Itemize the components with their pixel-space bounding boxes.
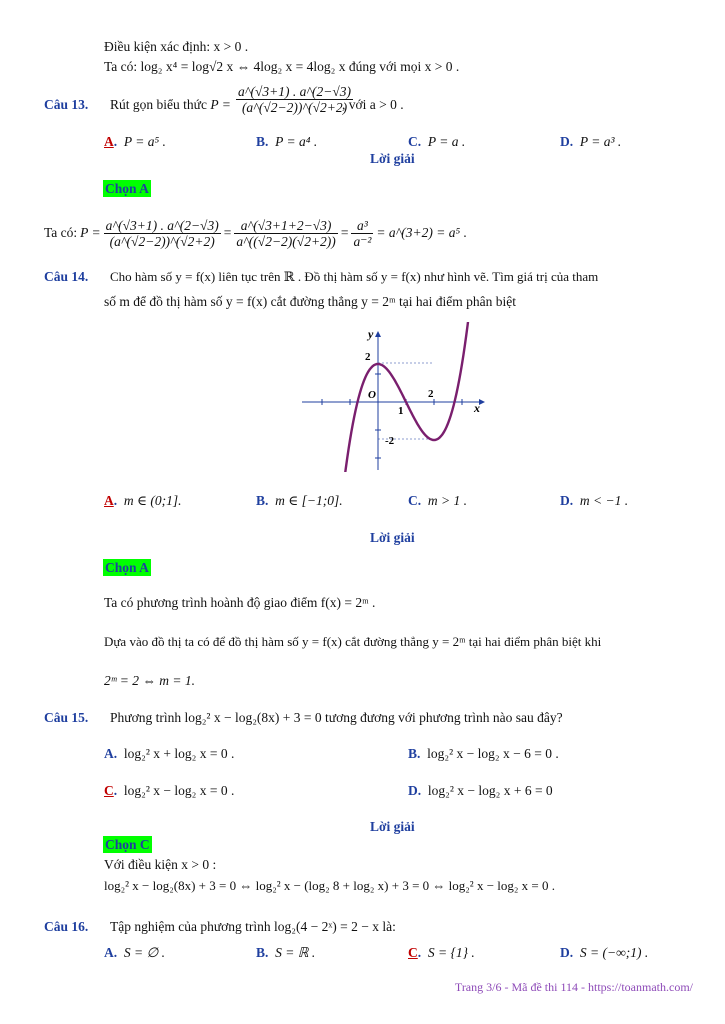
q13-solution-heading: Lời giải xyxy=(370,151,415,166)
y-tick-2: 2 xyxy=(365,351,371,363)
q14-option-a-letter: A xyxy=(104,493,114,508)
q16-text: Tập nghiệm của phương trình log₂(4 − 2ˣ) = 2 − x là: xyxy=(110,919,396,934)
x-tick-1: 1 xyxy=(398,405,404,417)
q15-option-d-letter: D xyxy=(408,783,418,798)
q15-option-c-letter: C xyxy=(104,783,114,798)
page-footer: Trang 3/6 - Mã đề thi 114 - https://toanmath.com/ xyxy=(454,980,693,994)
q14-option-c-letter: C xyxy=(408,493,418,508)
q14-option-b-text: m ∈ [−1;0]. xyxy=(275,493,343,508)
q13-option-d-text: P = a³ . xyxy=(579,134,622,149)
x-axis-label: x xyxy=(474,401,480,415)
q14-solution-heading: Lời giải xyxy=(370,530,415,545)
q14-option-a-text: m ∈ (0;1]. xyxy=(123,493,182,508)
q14-option-c-text: m > 1 . xyxy=(427,493,467,508)
q13-option-a-text: P = a⁵ . xyxy=(123,134,166,149)
q15-solution-heading: Lời giải xyxy=(370,819,415,834)
q16-label: Câu 16. xyxy=(44,919,89,934)
q13-option-b-text: P = a⁴ . xyxy=(275,134,318,149)
q13-work-frac-1 xyxy=(104,218,221,249)
q13-work-frac-2 xyxy=(234,218,337,249)
q13-work-frac-3 xyxy=(351,218,373,249)
q15-text: Phương trình log₂² x − log₂(8x) + 3 = 0 tương đương với phương trình nào sau đây? xyxy=(110,710,563,725)
q13-work-tail: = a^(3+2) = a⁵ . xyxy=(376,225,467,240)
q15-option-c[interactable]: C. log₂² x − log₂ x = 0 . xyxy=(104,783,235,798)
q14-label: Câu 14. xyxy=(44,269,89,284)
q13-option-d[interactable]: D. P = a³ . xyxy=(560,134,622,149)
q15-solution-1: Với điều kiện x > 0 : xyxy=(104,857,217,872)
q13-text xyxy=(110,96,231,114)
q16-option-d[interactable]: D. S = (−∞;1) . xyxy=(560,945,649,960)
q13-fraction xyxy=(236,84,353,115)
q15-option-d-text: log₂² x − log₂ x + 6 = 0 xyxy=(427,783,553,798)
q14-solution-2: Dựa vào đồ thị ta có để đồ thị hàm số y = f(x) cắt đường thẳng y = 2ᵐ tại hai điểm phân biệt khi xyxy=(104,634,602,649)
q16-option-c-letter: C xyxy=(408,945,418,960)
q14-function-graph xyxy=(298,322,493,472)
q16-option-c[interactable]: C. S = {1} . xyxy=(408,945,475,960)
q13-expr-prefix: P = xyxy=(210,97,231,112)
q16-option-b-text: S = ℝ . xyxy=(275,945,316,960)
q16-option-a-text: S = ∅ . xyxy=(123,945,165,960)
q13-work-frac-1-num: a^(√3+1) . a^(2−√3) xyxy=(105,217,219,233)
q16-option-b[interactable]: B. S = ℝ . xyxy=(256,945,316,960)
q13-work-prefix: Ta có: xyxy=(44,225,78,240)
q15-label: Câu 15. xyxy=(44,710,89,725)
q13-option-d-letter: D xyxy=(560,134,570,149)
q13-suffix: , với a > 0 . xyxy=(342,97,404,112)
intro-line-2: Ta có: log₂ x⁴ = log√2 x ⇔ 4log₂ x = 4log₂ x đúng với mọi x > 0 . xyxy=(104,59,460,74)
q13-option-b[interactable]: B. P = a⁴ . xyxy=(256,134,318,149)
q13-frac xyxy=(236,84,353,115)
q14-line-2: số m để đồ thị hàm số y = f(x) cắt đường thẳng y = 2ᵐ tại hai điểm phân biệt xyxy=(104,294,516,309)
q15-chosen-badge: Chọn C xyxy=(105,837,150,852)
q13-option-a-letter: A xyxy=(104,134,114,149)
q16-option-d-letter: D xyxy=(560,945,570,960)
q13-work-frac-2-num: a^(√3+1+2−√3) xyxy=(234,218,337,234)
q13-option-c[interactable]: C. P = a . xyxy=(408,134,466,149)
q16-option-b-letter: B xyxy=(256,945,266,960)
q14-option-d-letter: D xyxy=(560,493,570,508)
q13-frac-num: a^(√3+1) . a^(2−√3) xyxy=(238,84,352,99)
q14-option-b-letter: B xyxy=(256,493,266,508)
q16-option-a-letter: A xyxy=(104,945,114,960)
q13-frac-den: (a^(√2−2))^(√2+2) xyxy=(241,100,348,115)
q13-option-c-text: P = a . xyxy=(427,134,466,149)
q15-option-c-text: log₂² x − log₂ x = 0 . xyxy=(123,783,235,798)
y-tick-neg-2: -2 xyxy=(385,435,395,447)
origin-label: O xyxy=(368,389,376,401)
q13-work-p: P = xyxy=(80,225,101,240)
q15-option-a[interactable]: A. log₂² x + log₂ x = 0 . xyxy=(104,746,235,761)
q15-option-b-letter: B xyxy=(408,746,418,761)
q15-solution-2: log₂² x − log₂(8x) + 3 = 0 ⇔ log₂² x − (log₂ 8 + log₂ x) + 3 = 0 ⇔ log₂² x − log₂ x = 0 . xyxy=(104,878,556,893)
q14-option-c[interactable]: C. m > 1 . xyxy=(408,493,467,508)
q13-work-frac-3-num: a³ xyxy=(351,218,373,234)
q14-solution-1: Ta có phương trình hoành độ giao điểm f(x) = 2ᵐ . xyxy=(104,595,376,610)
q14-option-d-text: m < −1 . xyxy=(579,493,629,508)
q13-work-frac-1-den: (a^(√2−2))^(√2+2) xyxy=(109,233,215,249)
q15-option-b-text: log₂² x − log₂ x − 6 = 0 . xyxy=(427,746,559,761)
q13-option-c-letter: C xyxy=(408,134,418,149)
q13-work-frac-2-den: a^((√2−2)(√2+2)) xyxy=(236,233,336,249)
x-tick-2: 2 xyxy=(428,388,434,400)
q14-option-a[interactable]: A. m ∈ (0;1]. xyxy=(104,493,182,508)
q13-option-a[interactable]: A. P = a⁵ . xyxy=(104,134,166,149)
q13-question: Rút gọn biểu thức xyxy=(110,97,207,112)
q13-work: Ta có: P = $\frac{a\^{}(√3+1) . a\^{}(2-√3)}{(a\^{}(√2-2))\^{}(√2+2)}$ = $\frac{a\^{}(√3+1+2-√3)}{a\^{}((√2-2)(√2+2))}$ = $\frac{\text{a³}}{\text{a⁻²}}$ = a^(3+2) = a⁵ . xyxy=(44,217,467,249)
intro-line-1: Điều kiện xác định: x > 0 . xyxy=(104,39,249,54)
q15-option-a-text: log₂² x + log₂ x = 0 . xyxy=(123,746,235,761)
q15-option-a-letter: A xyxy=(104,746,114,761)
q13-option-b-letter: B xyxy=(256,134,266,149)
q14-option-b[interactable]: B. m ∈ [−1;0]. xyxy=(256,493,343,508)
q16-option-d-text: S = (−∞;1) . xyxy=(579,945,649,960)
q14-chosen-badge: Chọn A xyxy=(105,560,149,575)
q14-option-d[interactable]: D. m < −1 . xyxy=(560,493,629,508)
q15-option-b[interactable]: B. log₂² x − log₂ x − 6 = 0 . xyxy=(408,746,559,761)
q16-option-c-text: S = {1} . xyxy=(427,945,475,960)
q13-label: Câu 13. xyxy=(44,97,89,112)
y-axis-label: y xyxy=(368,327,374,341)
q16-option-a[interactable]: A. S = ∅ . xyxy=(104,945,165,960)
q13-work-frac-3-den: a⁻² xyxy=(353,233,372,249)
q14-solution-3: 2ᵐ = 2 ⇔ m = 1. xyxy=(104,673,195,688)
q15-option-d[interactable]: D. log₂² x − log₂ x + 6 = 0 xyxy=(408,783,553,798)
q14-line-1: Cho hàm số y = f(x) liên tục trên ℝ . Đồ thị hàm số y = f(x) như hình vẽ. Tìm giá trị của tham xyxy=(110,269,599,284)
function-curve xyxy=(340,322,470,472)
q13-chosen-badge: Chọn A xyxy=(105,181,149,196)
